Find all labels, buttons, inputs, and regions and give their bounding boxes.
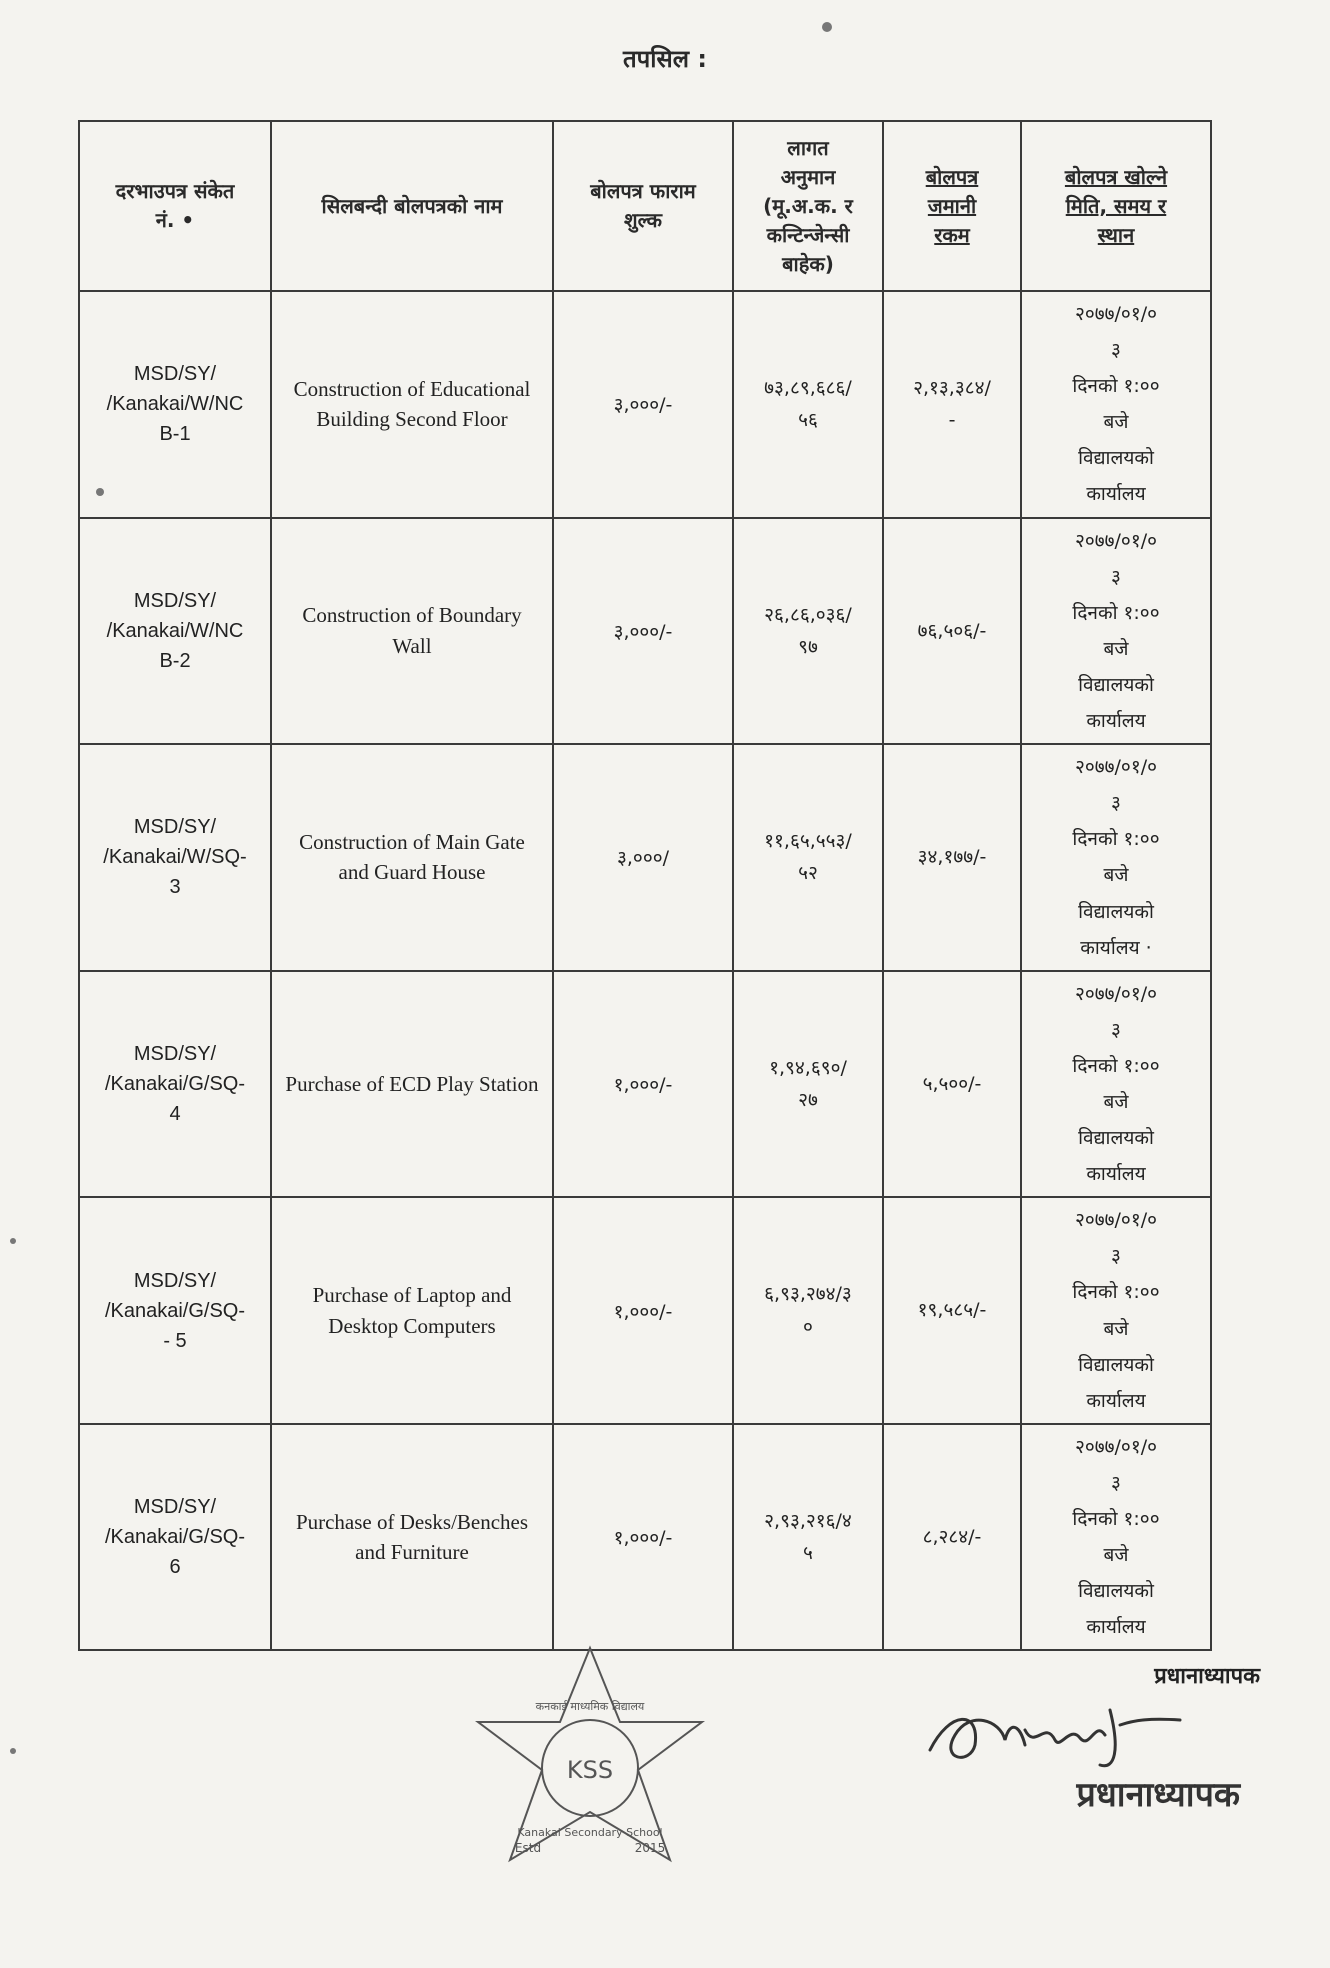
rows.3.cost-line: १,९४,६९०/ xyxy=(769,1056,847,1079)
rows.0.code-line: MSD/SY/ xyxy=(133,363,217,386)
signature-title-top: प्रधानाध्यापक xyxy=(1154,1664,1260,1689)
rows.3.opening-line: दिनको १:०० xyxy=(1072,1054,1160,1077)
header-opening xyxy=(1021,121,1211,291)
school-seal-stamp xyxy=(470,1640,710,1900)
rows.0.deposit-line: २,१३,३८४/ xyxy=(913,376,991,399)
cell-code xyxy=(79,1197,271,1424)
rows.3.code-line: 4 xyxy=(169,1102,181,1125)
rows.4.cost-line: ६,९३,२७४/३ xyxy=(764,1283,852,1306)
header-cost xyxy=(733,121,883,291)
rows.0.code-line: /Kanakai/W/NC xyxy=(106,393,244,416)
cell-code xyxy=(79,744,271,971)
rows.4.opening-line: बजे xyxy=(1103,1317,1129,1340)
rows.4.deposit-line: १९,५८५/- xyxy=(917,1299,987,1322)
header-deposit xyxy=(883,121,1021,291)
rows.1.code-line: MSD/SY/ xyxy=(133,589,217,612)
columns.cost-line: लागत xyxy=(787,135,829,160)
rows.5.opening-line: बजे xyxy=(1103,1544,1129,1567)
rows.2.name-line: and Guard House xyxy=(338,860,486,885)
cell-code xyxy=(79,1424,271,1651)
cell-code xyxy=(79,291,271,518)
rows.3.cost-line: २७ xyxy=(798,1088,818,1111)
rows.4.code-line: - 5 xyxy=(163,1329,187,1352)
rows.0.opening-line: २०७७/०१/० xyxy=(1075,303,1157,325)
rows.1.cost-line: ९७ xyxy=(798,635,818,658)
cell-opening xyxy=(1021,291,1211,518)
rows.5.opening-line: २०७७/०१/० xyxy=(1075,1435,1157,1458)
rows.2.name-line: Construction of Main Gate xyxy=(299,829,525,854)
rows.2.code-line: /Kanakai/W/SQ- xyxy=(103,846,247,869)
rows.1.name-line: Construction of Boundary xyxy=(302,603,522,628)
rows.1.opening-line: ३ xyxy=(1111,565,1121,588)
rows.4.opening-line: विद्यालयको xyxy=(1078,1353,1154,1376)
rows.2.opening-line: ३ xyxy=(1111,792,1121,815)
rows.5.code-line: MSD/SY/ xyxy=(133,1496,217,1519)
cell-deposit xyxy=(883,518,1021,745)
rows.0.opening-line: विद्यालयको xyxy=(1078,447,1154,470)
cell-deposit xyxy=(883,744,1021,971)
cell-name xyxy=(271,744,553,971)
cell-opening xyxy=(1021,518,1211,745)
cell-name xyxy=(271,518,553,745)
cell-opening xyxy=(1021,1197,1211,1424)
columns.deposit-line: जमानी xyxy=(927,193,977,218)
rows.3.opening-line: बजे xyxy=(1103,1090,1129,1113)
handwritten-signature xyxy=(920,1690,1200,1780)
rows.3.opening-line: विद्यालयको xyxy=(1078,1127,1154,1150)
rows.0.opening-line: बजे xyxy=(1103,411,1129,434)
rows.4.name-line: Purchase of Laptop and xyxy=(312,1283,512,1308)
cell-cost xyxy=(733,744,883,971)
columns.code-line: दरभाउपत्र संकेत xyxy=(115,179,235,203)
header-fee xyxy=(553,121,733,291)
cell-deposit xyxy=(883,1424,1021,1651)
seal-center-text: KSS xyxy=(566,1756,614,1784)
rows.1.name-line: Wall xyxy=(392,633,432,658)
rows.4.opening-line: दिनको १:०० xyxy=(1072,1281,1160,1304)
rows.1.cost-line: २६,८६,०३६/ xyxy=(764,603,852,626)
columns.code-line: नं. • xyxy=(155,208,195,232)
cell-fee: ३,०००/ xyxy=(553,744,733,971)
table-row xyxy=(79,1424,1211,1651)
cell-fee: १,०००/- xyxy=(553,1197,733,1424)
rows.3.name-line: Purchase of ECD Play Station xyxy=(285,1071,539,1096)
cell-opening xyxy=(1021,744,1211,971)
cell-name xyxy=(271,1197,553,1424)
columns.name-line: सिलबन्दी बोलपत्रको नाम xyxy=(321,193,503,218)
rows.0.opening-line: कार्यालय xyxy=(1086,483,1146,506)
header-code xyxy=(79,121,271,291)
rows.5.code-line: 6 xyxy=(169,1556,181,1579)
rows.2.opening-line: दिनको १:०० xyxy=(1072,828,1160,851)
cell-fee: ३,०००/- xyxy=(553,518,733,745)
rows.4.code-line: /Kanakai/G/SQ- xyxy=(104,1299,246,1322)
cell-deposit xyxy=(883,291,1021,518)
columns.opening-line: मिति, समय र xyxy=(1065,193,1167,218)
rows.2.opening-line: २०७७/०१/० xyxy=(1075,756,1157,779)
rows.2.deposit-line: ३४,१७७/- xyxy=(917,846,987,869)
rows.1.opening-line: कार्यालय xyxy=(1086,710,1146,733)
rows.5.code-line: /Kanakai/G/SQ- xyxy=(104,1526,246,1549)
columns.opening-line: स्थान xyxy=(1097,222,1135,247)
rows.0.code-line: B-1 xyxy=(159,423,191,446)
tender-table xyxy=(78,120,1212,1651)
table-header-row xyxy=(79,121,1211,291)
rows.1.opening-line: दिनको १:०० xyxy=(1072,601,1160,624)
rows.4.code-line: MSD/SY/ xyxy=(133,1269,217,1292)
rows.3.deposit-line: ५,५००/- xyxy=(922,1072,982,1095)
seal-school-en: Kanakai Secondary School xyxy=(517,1826,663,1839)
seal-school-np: कनकाई माध्यमिक विद्यालय xyxy=(535,1700,645,1713)
rows.3.opening-line: २०७७/०१/० xyxy=(1075,982,1157,1005)
rows.2.opening-line: बजे xyxy=(1103,864,1129,887)
rows.0.opening-line: दिनको १:०० xyxy=(1072,375,1160,398)
cell-name xyxy=(271,1424,553,1651)
rows.2.opening-line: कार्यालय · xyxy=(1080,936,1152,959)
paper-speck xyxy=(10,1748,16,1754)
cell-cost xyxy=(733,291,883,518)
rows.1.code-line: /Kanakai/W/NC xyxy=(106,619,244,642)
header-name xyxy=(271,121,553,291)
rows.0.deposit-line: - xyxy=(948,409,956,432)
rows.5.opening-line: दिनको १:०० xyxy=(1072,1508,1160,1530)
cell-opening xyxy=(1021,1424,1211,1651)
cell-fee: १,०००/- xyxy=(553,1424,733,1651)
columns.cost-line: अनुमान xyxy=(780,164,836,189)
columns.opening-line: बोलपत्र खोल्ने xyxy=(1064,164,1168,189)
rows.1.code-line: B-2 xyxy=(159,649,191,672)
cell-cost xyxy=(733,1424,883,1651)
rows.5.opening-line: विद्यालयको xyxy=(1078,1580,1154,1603)
cell-code xyxy=(79,518,271,745)
cell-deposit xyxy=(883,971,1021,1198)
cell-cost xyxy=(733,1197,883,1424)
rows.2.code-line: 3 xyxy=(169,876,181,899)
signature-title-bottom: प्रधानाध्यापक xyxy=(1076,1775,1240,1815)
cell-cost xyxy=(733,518,883,745)
rows.3.code-line: MSD/SY/ xyxy=(133,1042,217,1065)
rows.5.opening-line: कार्यालय xyxy=(1086,1616,1146,1639)
rows.1.opening-line: विद्यालयको xyxy=(1078,673,1154,696)
paper-speck xyxy=(822,22,832,32)
rows.5.opening-line: ३ xyxy=(1111,1471,1121,1494)
rows.2.cost-line: ५२ xyxy=(798,862,818,885)
cell-name xyxy=(271,971,553,1198)
rows.5.cost-line: ५ xyxy=(803,1542,813,1565)
rows.5.name-line: and Furniture xyxy=(355,1540,469,1565)
seal-estd: Estd xyxy=(514,1841,542,1855)
table-body xyxy=(79,291,1211,1650)
table-row xyxy=(79,291,1211,518)
table-row xyxy=(79,518,1211,745)
rows.5.deposit-line: ८,२८४/- xyxy=(922,1525,982,1548)
rows.1.opening-line: २०७७/०१/० xyxy=(1075,529,1157,552)
cell-code xyxy=(79,971,271,1198)
rows.3.opening-line: कार्यालय xyxy=(1086,1163,1146,1186)
rows.0.cost-line: ७३,८९,६८६/ xyxy=(764,376,852,399)
rows.0.cost-line: ५६ xyxy=(798,409,818,432)
paper-speck xyxy=(10,1238,16,1244)
table-row xyxy=(79,744,1211,971)
cell-cost xyxy=(733,971,883,1198)
cell-deposit xyxy=(883,1197,1021,1424)
rows.5.name-line: Purchase of Desks/Benches xyxy=(295,1509,529,1534)
rows.3.code-line: /Kanakai/G/SQ- xyxy=(104,1072,246,1095)
cell-name xyxy=(271,291,553,518)
rows.4.cost-line: ० xyxy=(803,1315,813,1338)
rows.2.code-line: MSD/SY/ xyxy=(133,816,217,839)
paper-speck xyxy=(96,488,104,496)
rows.4.name-line: Desktop Computers xyxy=(328,1313,496,1338)
rows.3.opening-line: ३ xyxy=(1111,1018,1121,1041)
columns.deposit-line: बोलपत्र xyxy=(925,164,979,189)
page-heading: तपसिल : xyxy=(623,45,707,73)
rows.0.name-line: Building Second Floor xyxy=(316,407,508,432)
rows.0.opening-line: ३ xyxy=(1111,339,1121,362)
seal-year: 2015 xyxy=(634,1841,666,1855)
rows.1.opening-line: बजे xyxy=(1103,637,1129,660)
rows.4.opening-line: ३ xyxy=(1111,1245,1121,1268)
table-row xyxy=(79,971,1211,1198)
table-row xyxy=(79,1197,1211,1424)
cell-fee: १,०००/- xyxy=(553,971,733,1198)
rows.5.cost-line: २,९३,२१६/४ xyxy=(764,1509,852,1532)
rows.2.opening-line: विद्यालयको xyxy=(1078,900,1154,923)
rows.2.cost-line: ११,६५,५५३/ xyxy=(764,830,852,853)
cell-opening xyxy=(1021,971,1211,1198)
columns.cost-line: कन्टिन्जेन्सी xyxy=(766,222,850,247)
cell-fee: ३,०००/- xyxy=(553,291,733,518)
columns.fee-line: शुल्क xyxy=(624,208,662,232)
rows.0.name-line: Construction of Educational xyxy=(293,376,531,401)
columns.cost-line: बाहेक) xyxy=(782,251,834,276)
rows.1.deposit-line: ७६,५०६/- xyxy=(917,619,987,642)
columns.fee-line: बोलपत्र फाराम xyxy=(590,179,696,203)
signature-block xyxy=(920,1660,1280,1820)
rows.4.opening-line: कार्यालय xyxy=(1086,1389,1146,1412)
columns.deposit-line: रकम xyxy=(934,222,970,247)
columns.cost-line: (मू.अ.क. र xyxy=(763,193,853,218)
rows.4.opening-line: २०७७/०१/० xyxy=(1075,1209,1157,1232)
